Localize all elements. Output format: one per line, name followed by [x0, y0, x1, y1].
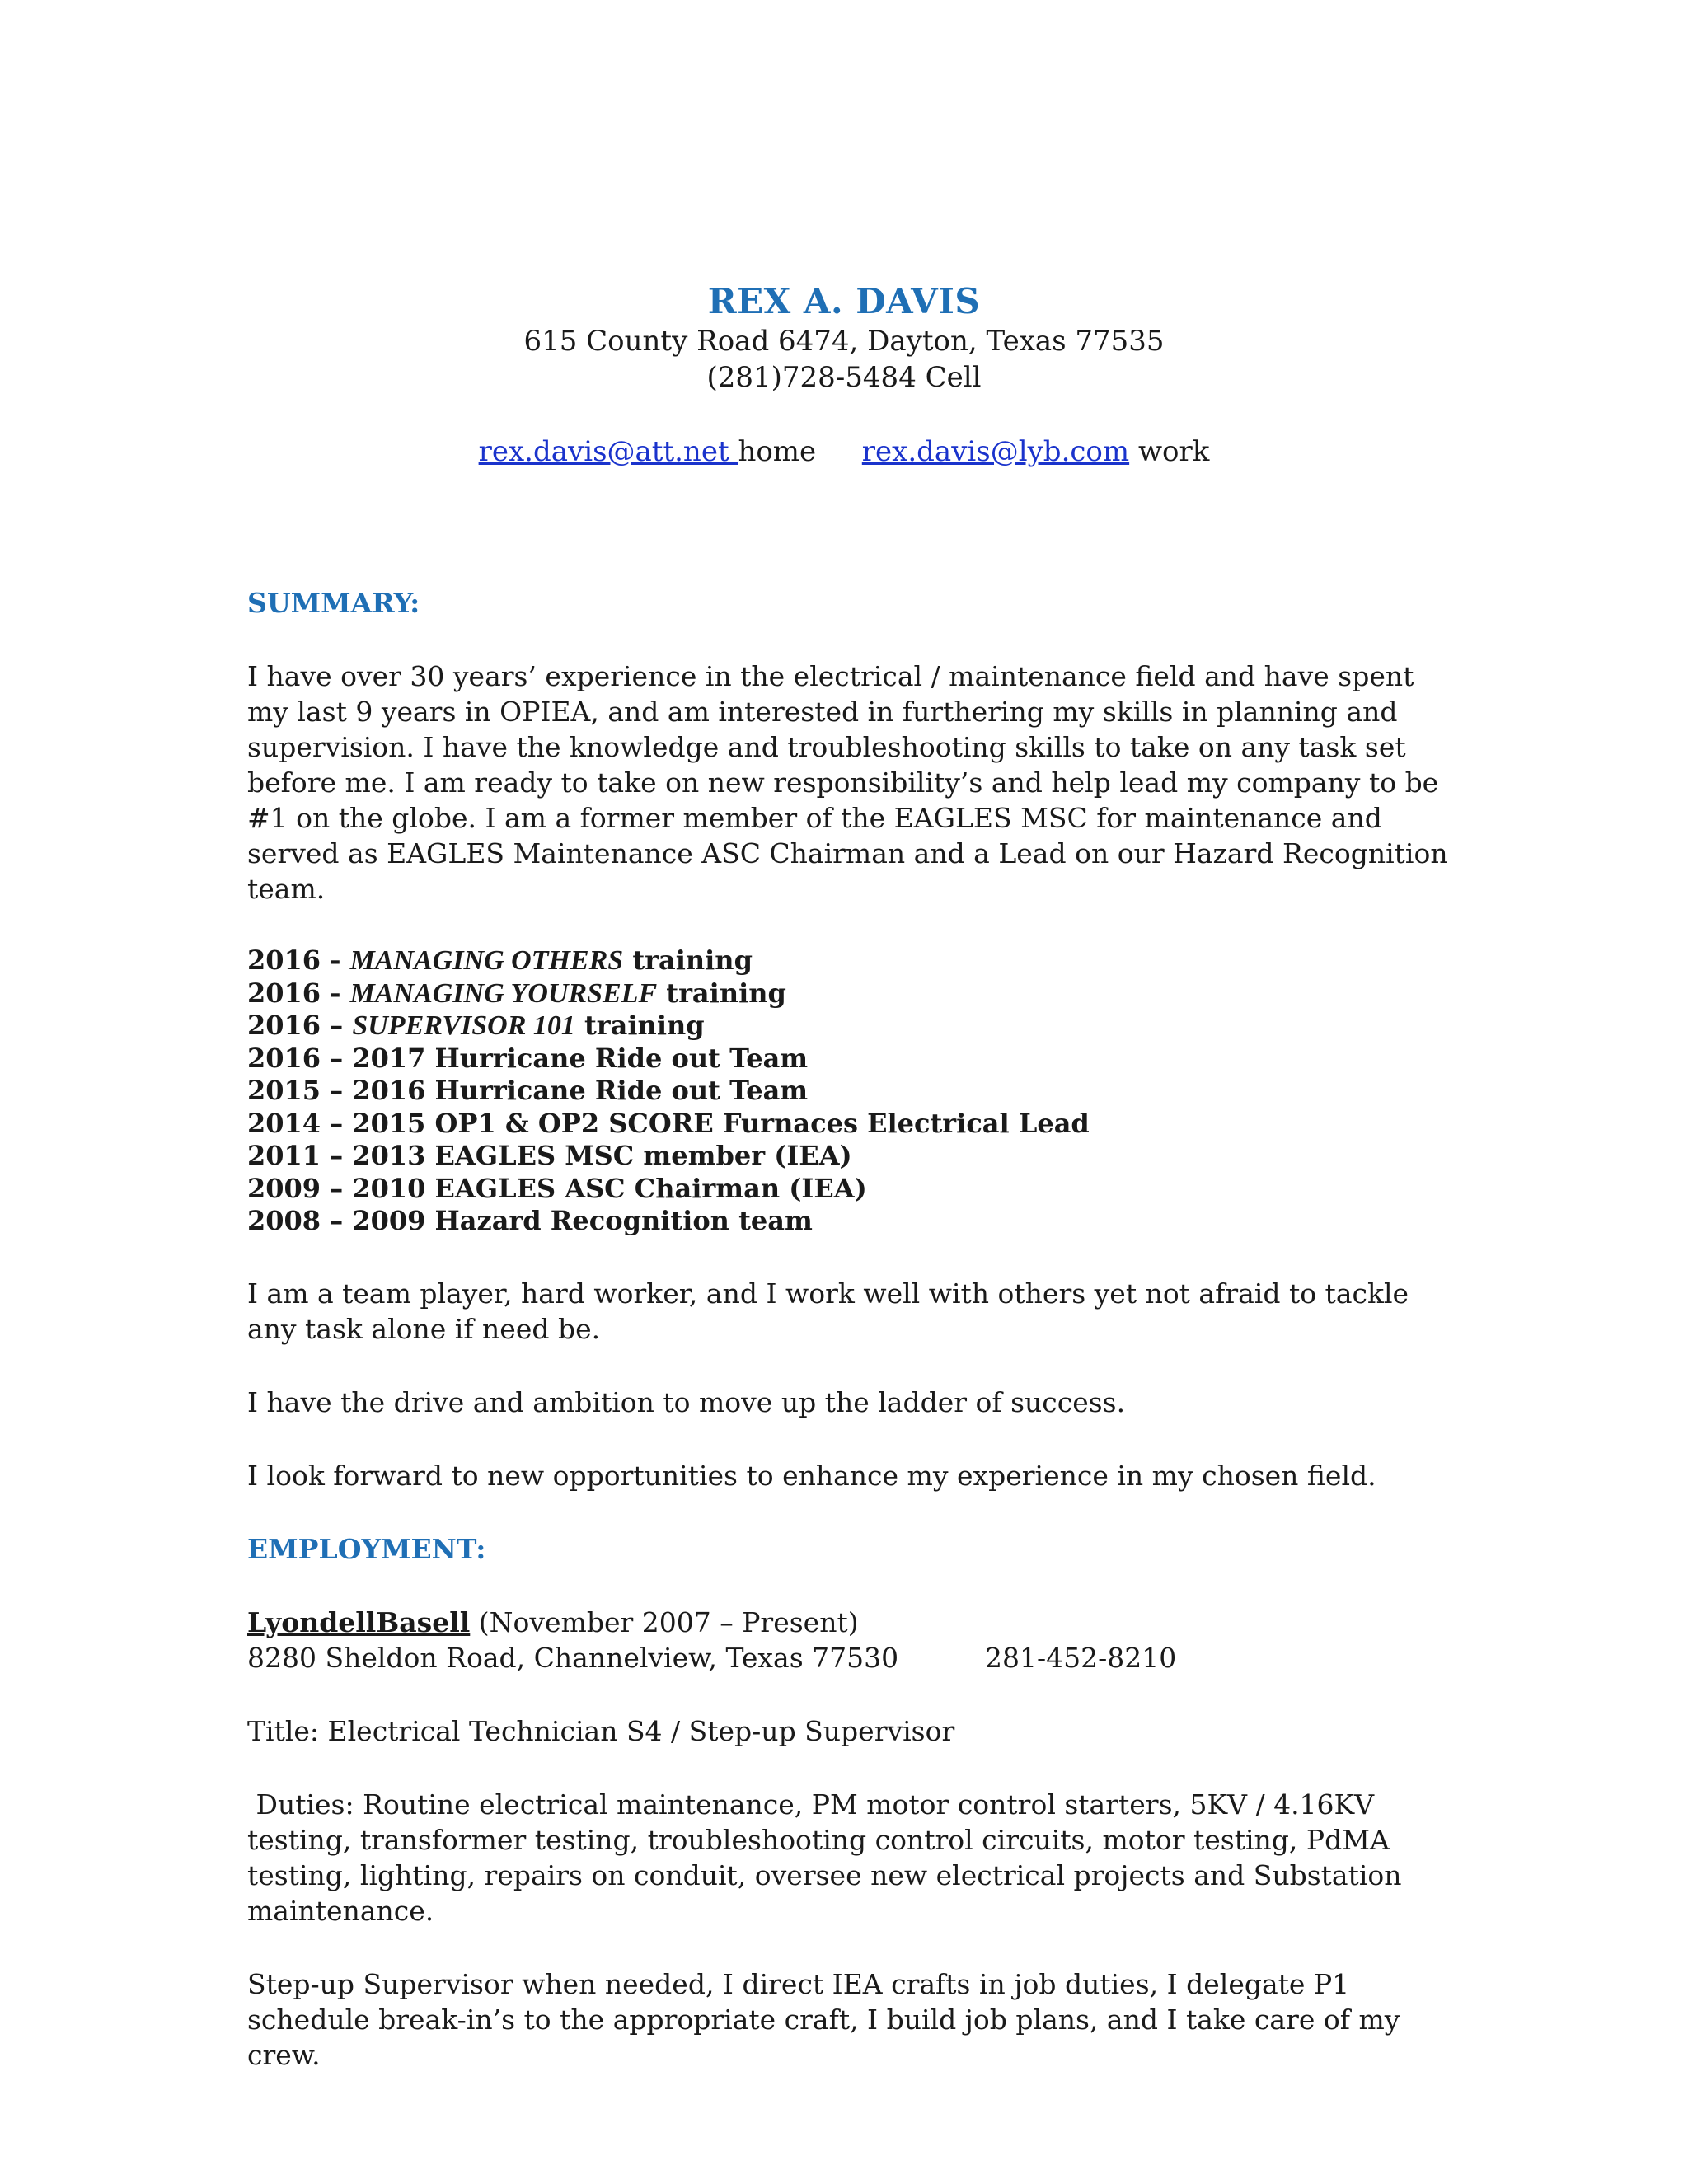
employer-phone: 281-452-8210 — [985, 1641, 1177, 1674]
summary-paragraph: I have over 30 years’ experience in the electrical / maintenance field and have spent my last 9 years in OPIEA, and am interested in furthering my skills in planning and supervision. I have the knowledge and troubleshooting skills to take on any task set before me. I am ready to take on new responsibility’s and help lead my company to be #1 on the globe. I am a former member of the EAGLES MSC for maintenance and served as EAGLES Maintenance ASC Chairman and a Lead on our Hazard Recognition team. — [247, 660, 1448, 905]
job-stepup: Step-up Supervisor when needed, I direct IEA crafts in job duties, I delegate P1 schedule break-in’s to the appropriate craft, I build job plans, and I take care of my crew. — [247, 1967, 1400, 2071]
closing-opportunities: I look forward to new opportunities to enhance my experience in my chosen field. — [247, 1459, 1376, 1492]
achievement-item: 2016 - MANAGING YOURSELF training — [247, 977, 786, 1009]
job-title: Title: Electrical Technician S4 / Step-up Supervisor — [247, 1714, 955, 1747]
work-email-link[interactable]: rex.davis@lyb.com — [861, 435, 1130, 468]
resume-body — [247, 585, 1451, 2073]
achievement-item: 2016 – SUPERVISOR 101 training — [247, 1010, 705, 1041]
achievement-item: 2014 – 2015 OP1 & OP2 SCORE Furnaces Electrical Lead — [247, 1107, 1090, 1139]
achievement-item: 2009 – 2010 EAGLES ASC Chairman (IEA) — [247, 1172, 867, 1204]
achievement-item: 2016 – 2017 Hurricane Ride out Team — [247, 1042, 809, 1074]
home-address: 615 County Road 6474, Dayton, Texas 77535 — [523, 325, 1165, 358]
employment-heading: EMPLOYMENT: — [247, 1532, 486, 1565]
job-duties: Duties: Routine electrical maintenance, PM motor control starters, 5KV / 4.16KV testing, transformer testing, troubleshooting control circuits, motor testing, PdMA testing, lighting, repairs on conduit, oversee new electrical projects and Substation maintenance. — [247, 1788, 1411, 1927]
achievement-item: 2008 – 2009 Hazard Recognition team — [247, 1205, 813, 1236]
employer-contact-row — [247, 1640, 1451, 1675]
summary-heading: SUMMARY: — [247, 587, 420, 619]
cell-phone: (281)728-5484 Cell — [706, 361, 982, 394]
employer-name: LyondellBasell — [247, 1605, 471, 1638]
home-email-link[interactable]: rex.davis@att.net — [478, 435, 738, 468]
email-line — [0, 434, 1688, 470]
achievements-list — [247, 944, 1451, 1238]
achievement-item: 2016 - MANAGING OTHERS training — [247, 944, 753, 976]
work-email-label: work — [1137, 435, 1210, 468]
resume-header — [0, 280, 1688, 470]
achievement-item: 2015 – 2016 Hurricane Ride out Team — [247, 1075, 809, 1106]
home-email-label: home — [738, 435, 817, 468]
closing-team-player: I am a team player, hard worker, and I work well with others yet not afraid to tackle any task alone if need be. — [247, 1277, 1409, 1345]
achievement-item: 2011 – 2013 EAGLES MSC member (IEA) — [247, 1140, 852, 1171]
employer-line — [247, 1605, 1451, 1640]
employer-address: 8280 Sheldon Road, Channelview, Texas 77530 — [247, 1641, 899, 1674]
closing-drive: I have the drive and ambition to move up the ladder of success. — [247, 1385, 1126, 1418]
candidate-name: REX A. DAVIS — [707, 281, 981, 321]
employment-dates: (November 2007 – Present) — [470, 1605, 859, 1638]
employer-block — [247, 1605, 1451, 1675]
